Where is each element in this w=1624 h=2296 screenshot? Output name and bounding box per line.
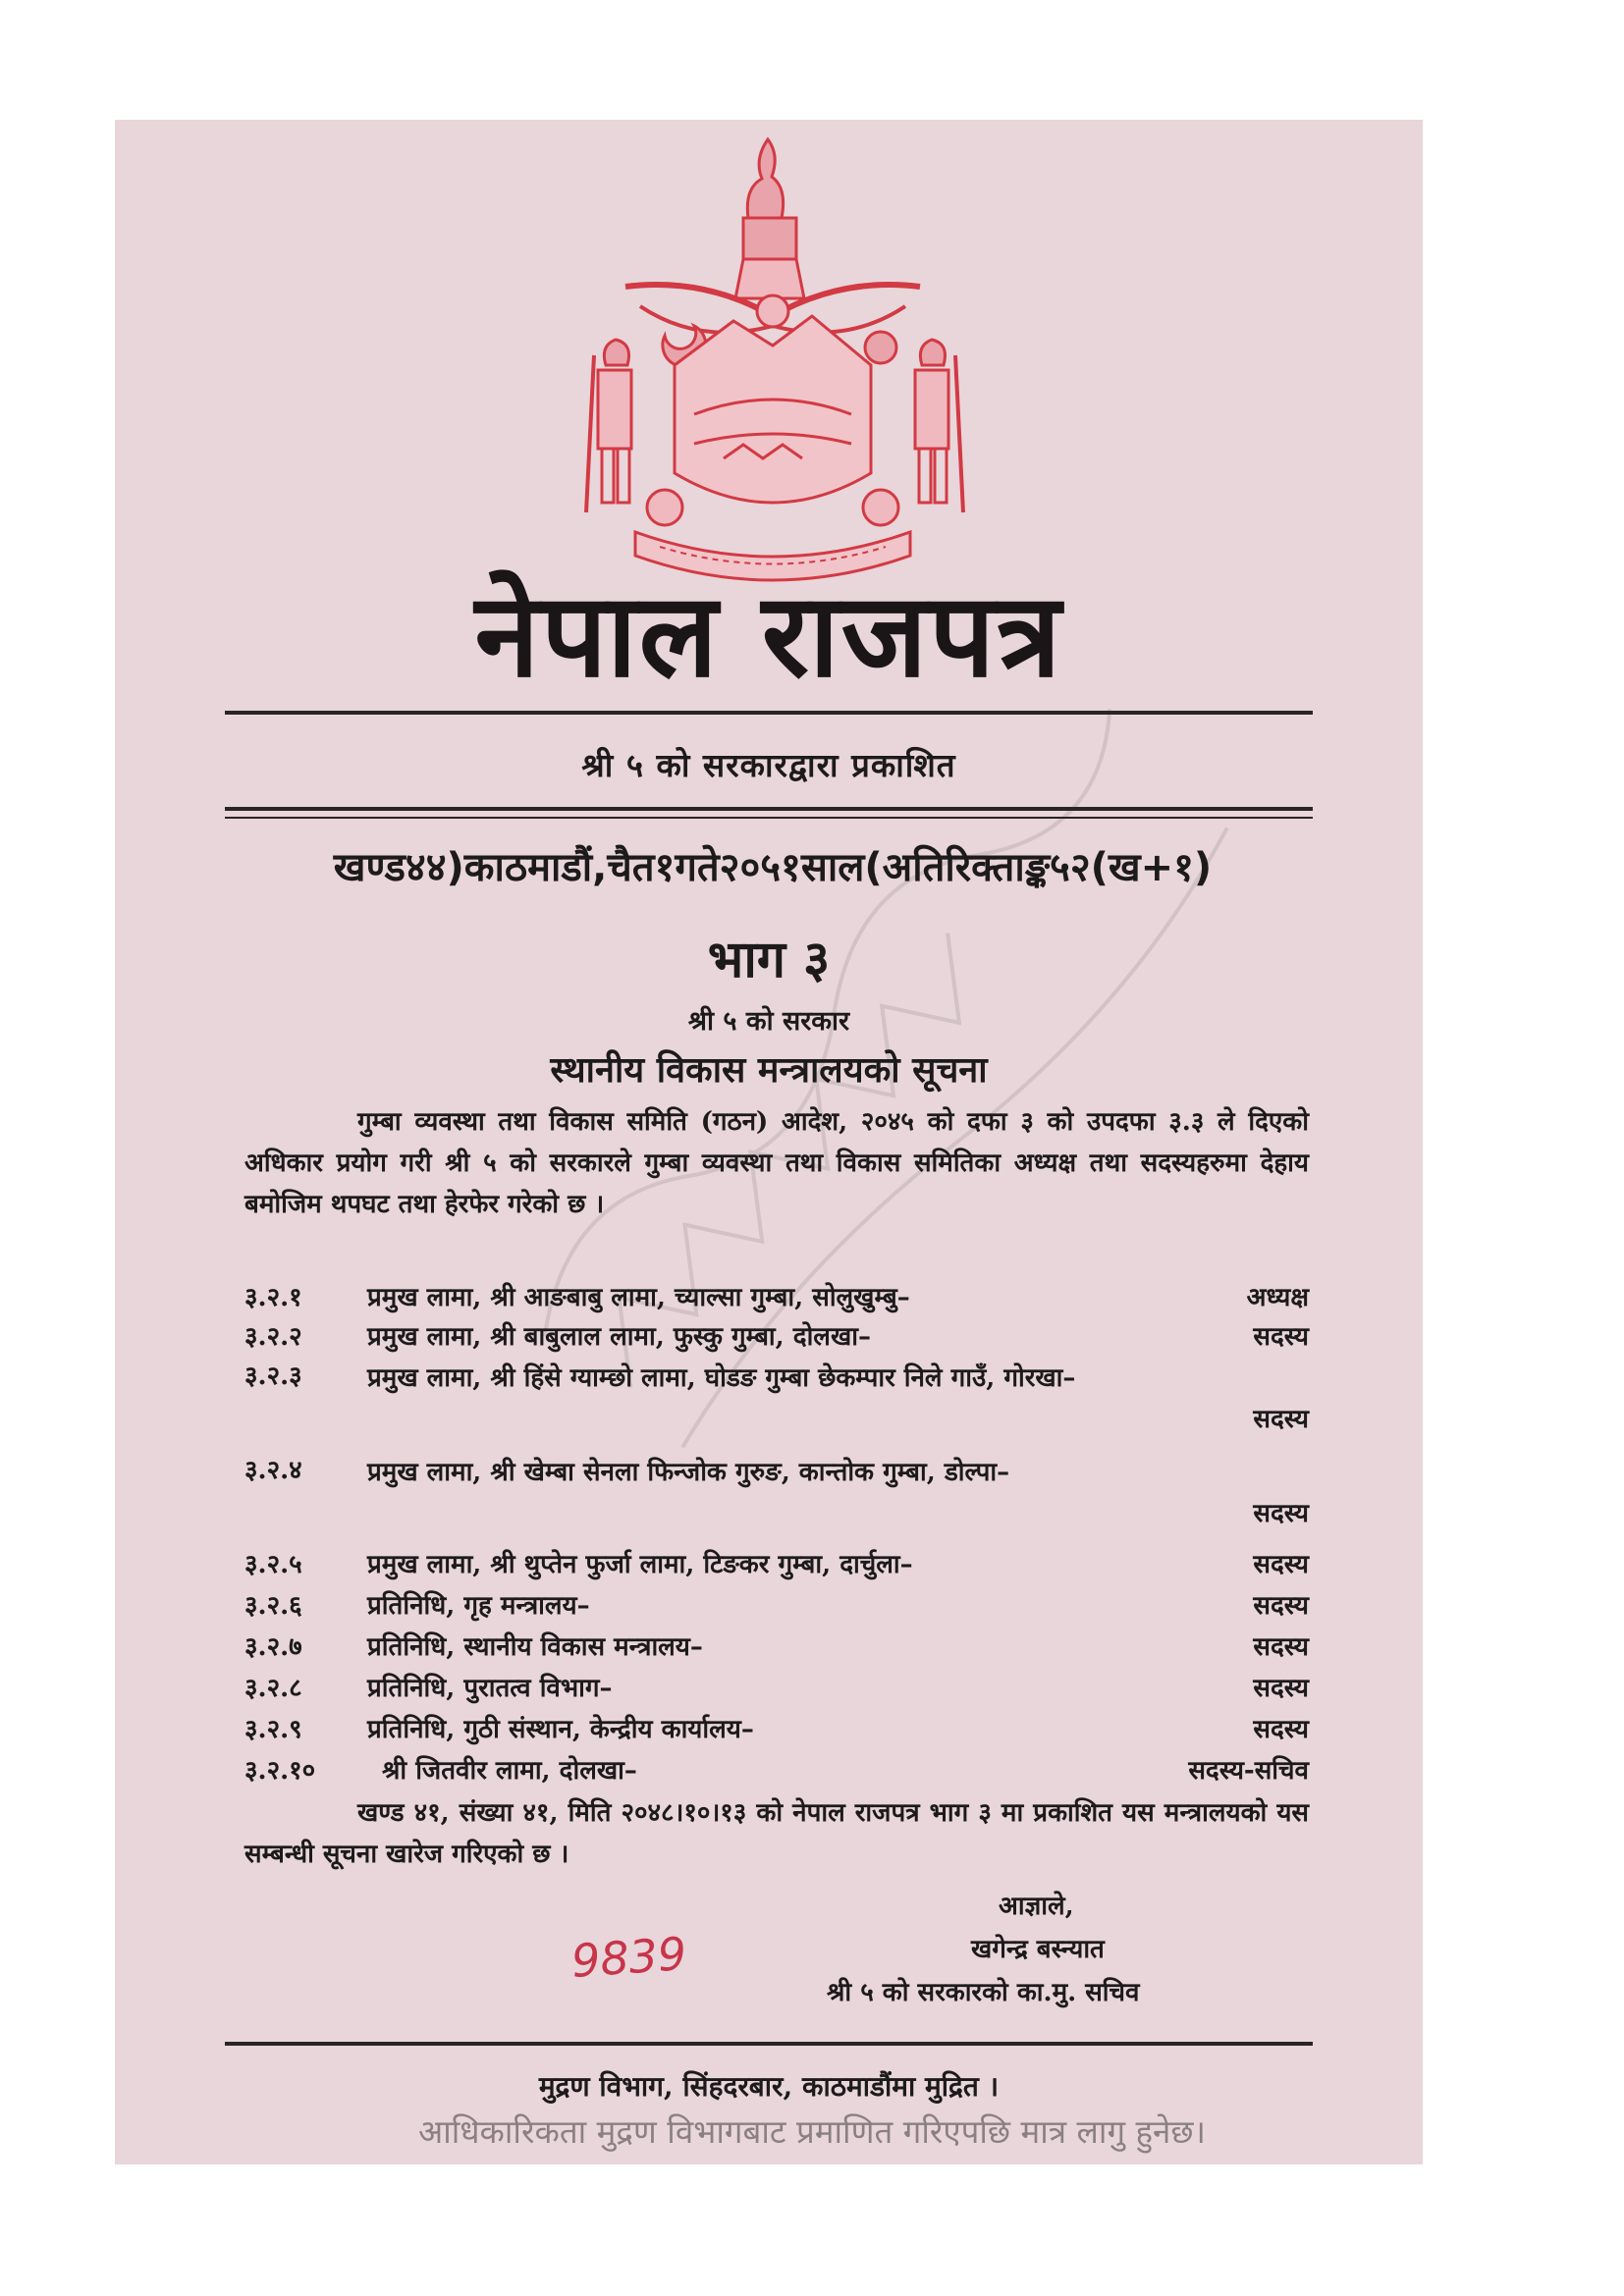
member-number: ३.२.४ <box>244 1456 302 1485</box>
member-role: अध्यक्ष <box>1246 1283 1309 1312</box>
list-item <box>244 1628 1309 1669</box>
member-number: ३.२.३ <box>244 1362 302 1391</box>
gazette-part: भाग ३ <box>707 931 831 989</box>
member-number: ३.२.२ <box>244 1322 302 1352</box>
list-item <box>244 1317 1309 1357</box>
authentication-stamp: आधिकारिकता मुद्रण विभागबाट प्रमाणित गरिएपछि मात्र लागु हुनेछ। <box>417 2112 1207 2151</box>
member-number: ३.२.८ <box>244 1674 302 1703</box>
member-role: सदस्य <box>1253 1499 1309 1528</box>
member-role: सदस्य <box>1253 1322 1309 1352</box>
member-role: सदस्य <box>1253 1674 1309 1703</box>
list-item <box>244 1586 1309 1628</box>
member-role: सदस्य <box>1253 1405 1309 1434</box>
signatory-name: खगेन्द्र बस्न्यात <box>971 1935 1105 1964</box>
member-role: सदस्य <box>1253 1715 1309 1744</box>
publisher-line: श्री ५ को सरकारद्वारा प्रकाशित <box>581 746 956 784</box>
signature-order: आज्ञाले, <box>999 1892 1074 1921</box>
publisher-divider-bottom <box>225 817 1313 819</box>
member-number: ३.२.१० <box>244 1756 316 1786</box>
member-role: सदस्य <box>1253 1550 1309 1579</box>
intro-paragraph: गुम्बा व्यवस्था तथा विकास समिति (गठन) आदेश, २०४५ को दफा ३ को उपदफा ३.३ ले दिएको अधिकार प्रयोग गरी श्री ५ को सरकारले गुम्बा व्यवस्था तथा विकास समितिका अध्यक्ष तथा सदस्यहरुमा देहाय बमोजिम थपघट तथा हेरफेर गरेको छ । <box>244 1107 1309 1219</box>
member-number: ३.२.९ <box>244 1715 302 1744</box>
member-text: प्रमुख लामा, श्री थुप्तेन फुर्जा लामा, टिङकर गुम्बा, दार्चुला– <box>367 1550 913 1579</box>
repeal-paragraph: खण्ड ४१, संख्या ४१, मिति २०४८।१०।१३ को नेपाल राजपत्र भाग ३ मा प्रकाशित यस मन्त्रालयको यस सम्बन्धी सूचना खारेज गरिएको छ । <box>244 1798 1309 1869</box>
printer-line: मुद्रण विभाग, सिंहदरबार, काठमाडौंमा मुद्रित । <box>538 2070 1000 2103</box>
member-number: ३.२.५ <box>244 1550 302 1579</box>
member-text: प्रतिनिधि, स्थानीय विकास मन्त्रालय– <box>367 1632 703 1662</box>
member-text: प्रमुख लामा, श्री हिंसे ग्याम्छो लामा, घोडङ गुम्बा छेकम्पार निले गाउँ, गोरखा– <box>367 1363 1076 1393</box>
footer-divider <box>225 2042 1313 2046</box>
nepal-coat-of-arms-emblem <box>567 120 979 591</box>
member-role: सदस्य <box>1253 1591 1309 1621</box>
gazette-page <box>115 120 1423 2164</box>
notice-title: स्थानीय विकास मन्त्रालयको सूचना <box>550 1049 988 1091</box>
member-role: सदस्य <box>1253 1632 1309 1662</box>
member-text: प्रमुख लामा, श्री बाबुलाल लामा, फुस्कु गुम्बा, दोलखा– <box>367 1322 871 1352</box>
list-item <box>244 1710 1309 1751</box>
member-text: प्रतिनिधि, पुरातत्व विभाग– <box>367 1674 613 1703</box>
masthead-divider <box>225 711 1313 715</box>
issuing-government: श्री ५ को सरकार <box>687 1006 850 1037</box>
list-item <box>244 1278 1309 1317</box>
list-item <box>244 1751 1309 1792</box>
member-number: ३.२.६ <box>244 1591 302 1621</box>
member-text: प्रमुख लामा, श्री आङबाबु लामा, च्याल्सा गुम्बा, सोलुखुम्बु– <box>367 1283 910 1312</box>
member-text: प्रतिनिधि, गृह मन्त्रालय– <box>367 1591 590 1621</box>
signatory-designation: श्री ५ को सरकारको का.मु. सचिव <box>827 1978 1140 2007</box>
list-item <box>244 1451 1309 1545</box>
member-text: प्रमुख लामा, श्री खेम्बा सेनला फिन्जोक गुरुङ, कान्तोक गुम्बा, डोल्पा– <box>367 1458 1010 1487</box>
member-number: ३.२.७ <box>244 1632 302 1662</box>
gazette-masthead: नेपाल राजपत्र <box>474 567 1063 703</box>
member-number: ३.२.१ <box>244 1283 302 1312</box>
list-item <box>244 1545 1309 1586</box>
list-item <box>244 1357 1309 1451</box>
publisher-divider-top <box>225 807 1313 811</box>
issue-details-line: खण्ड४४)काठमाडौं,चैत१गते२०५१साल(अतिरिक्ताङ्क५२(ख+१) <box>333 845 1213 890</box>
member-role: सदस्य-सचिव <box>1188 1756 1309 1786</box>
list-item <box>244 1669 1309 1710</box>
member-text: प्रतिनिधि, गुठी संस्थान, केन्द्रीय कार्यालय– <box>367 1715 754 1744</box>
member-list <box>244 1278 1309 1792</box>
handwritten-number: 9839 <box>569 1926 688 1989</box>
member-text: श्री जितवीर लामा, दोलखा– <box>382 1756 637 1786</box>
